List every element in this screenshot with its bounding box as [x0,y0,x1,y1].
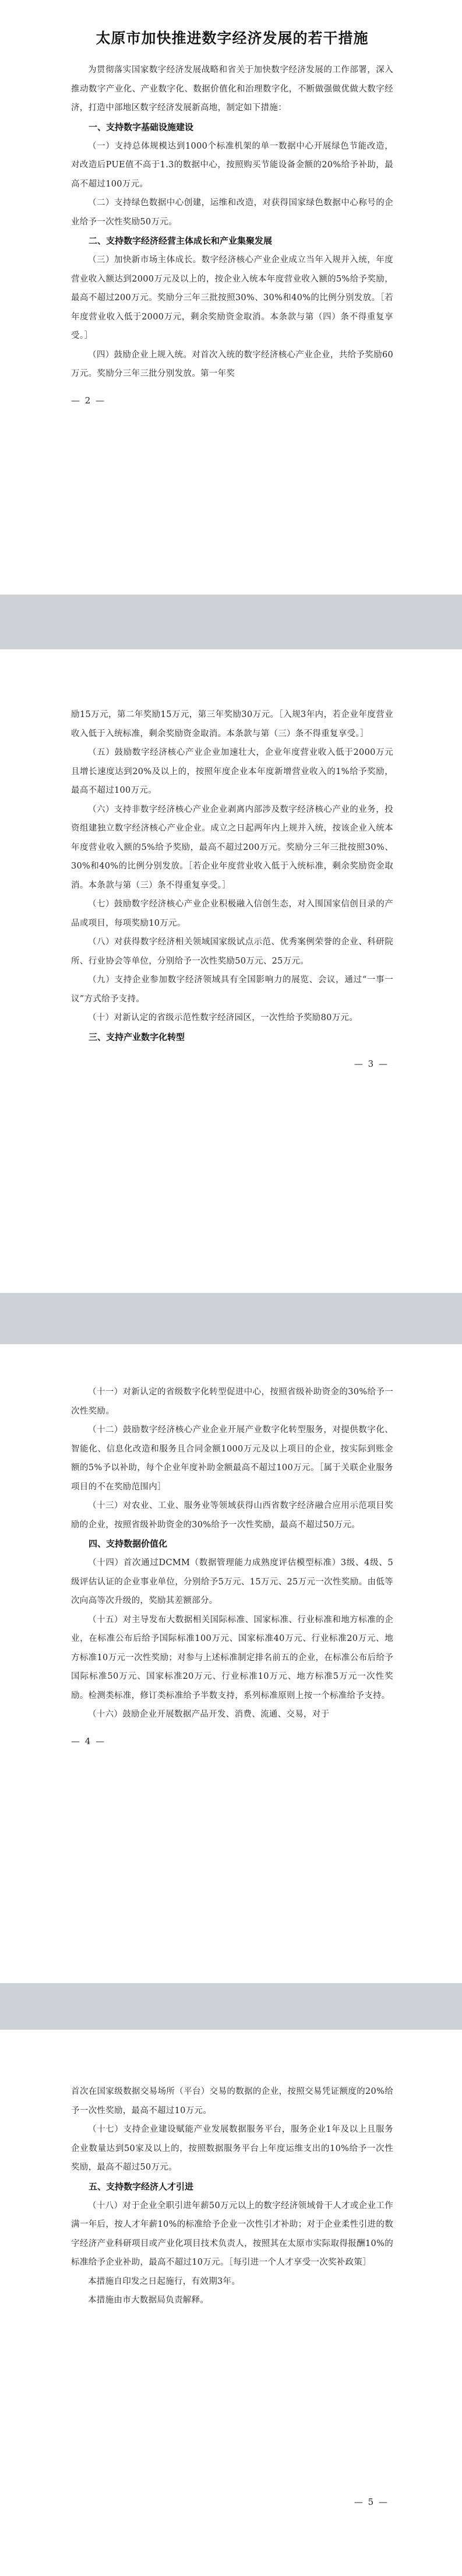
paragraph: （三）加快新市场主体成长。数字经济核心产业企业成立当年入规并入统，年度营业收入额达到2000万元及以上的，按企业入统本年度营业收入额的5%给予奖励，最高不超过200万元。奖励分三年三批按照30%、30%和40%的比例分别发放。［若年度营业收入低于2000万元，剩余奖励资金取消。本条款与第（四）条不得重复享受。］ [71,255,393,340]
section-heading: 一、支持数字基础设施建设 [89,121,194,132]
paragraph: （十六）鼓励企业开展数据产品开发、消费、流通、交易，对于 [88,1710,330,1719]
paragraph: （六）支持非数字经济核心产业企业剥离内部涉及数字经济核心产业的业务，投资组建独立数字经济核心产业企业。成立之日起两年内上规并入统，按该企业入统本年度营业收入额的5%给予奖励，最高不超过200万元。奖励分三年三批按照30%、30%和40%的比例分别发放。［若企业年度营业收入低于入统标准，剩余奖励资金取消。本条款与第（三）条不得重复享受。］ [71,804,393,890]
paragraph: （十七）支持企业建设赋能产业发展数据服务平台，服务企业1年及以上且服务企业数量达到50家及以上的，按照数据服务平台上年度运维支出的10%给予一次性奖励，最高不超过50万元。 [71,2125,393,2172]
paragraph: （十三）对农业、工业、服务业等领域获得山西省数字经济融合应用示范项目奖励的企业，按照省级补助资金的30%给予一次性奖励，最高不超过50万元。 [71,1501,393,1530]
section-heading: 四、支持数据价值化 [89,1538,168,1549]
paragraph: 为贯彻落实国家数字经济发展战略和省关于加快数字经济发展的工作部署，深入推动数字产业化、产业数字化、数据价值化和治理数字化，不断做强做优做大数字经济，打造中部地区数字经济发展新高地，制定如下措施： [71,65,393,113]
page-divider [0,1983,462,2030]
paragraph: （十二）鼓励数字经济核心产业企业开展产业数字化转型服务，对提供数字化、智能化、信息化改造和服务且合同金额1000万元及以上项目的企业，按实际到账金额的5%予以补助，每个企业年度补助金额最高不超过100万元。［属于关联企业服务项目的不在奖励范围内］ [71,1425,393,1492]
page-content [71,2030,393,2511]
section-heading: 五、支持数字经济人才引进 [89,2181,194,2192]
document-page-2 [0,0,462,595]
page-content [71,61,393,409]
paragraph: 本措施自印发之日起施行，有效期3年。 [88,2276,241,2286]
document-title: 太原市加快推进数字经济发展的若干措施 [96,30,369,47]
paragraph: 本措施由市大数据局负责解释。 [88,2296,209,2305]
paragraph: （一）支持总体规模达到1000个标准机架的单一数据中心开展绿色节能改造，对改造后PUE值不高于1.3的数据中心，按照购买节能设备金额的20%给予补助，最高不超过100万元。 [71,141,393,189]
page-number: — 4 — [71,1735,106,1746]
section-heading: 三、支持产业数字化转型 [89,1031,185,1042]
page-divider [0,595,462,649]
document-page-4 [0,1344,462,1983]
section-heading: 二、支持数字经济经营主体成长和产业集聚发展 [89,236,273,246]
paragraph: （十）对新认定的省级示范性数字经济园区，一次性给予奖励80万元。 [88,1013,358,1022]
paragraph: 励15万元，第二年奖励15万元，第三年奖励30万元。［入规3年内，若企业年度营业收入低于入统标准，剩余奖励资金取消。本条款与第（三）条不得重复享受。］ [71,710,393,739]
page-number: — 5 — [354,2496,389,2507]
blank-space [71,2310,393,2485]
page-divider [0,1293,462,1344]
page-content [71,1344,393,1750]
paragraph: （九）支持企业参加数字经济领域具有全国影响力的展览、会议，通过“一事一议”方式给予支持。 [71,975,393,1004]
paragraph: （十四）首次通过DCMM（数据管理能力成熟度评估模型标准）3级、4级、5级评估认证的企业事业单位，分别给予5万元、15万元、25万元一次性奖励。由低等次向高等次升级的，奖励其差额部分。 [71,1558,393,1605]
page-number: — 2 — [71,395,106,406]
page-content [71,649,393,1073]
paragraph: （四）鼓励企业上规入统。对首次入统的数字经济核心产业企业，共给予奖励60万元。奖励分三年三批分别发放。第一年奖 [71,350,393,378]
document-page-5 [0,2030,462,2576]
paragraph: （八）对获得数字经济相关领域国家级试点示范、优秀案例荣誉的企业、科研院所、行业协会等单位，分别给予一次性奖励50万元、25万元。 [71,937,393,966]
paragraph: （十一）对新认定的省级数字化转型促进中心，按照省级补助资金的30%给予一次性奖励。 [71,1387,393,1416]
paragraph: 首次在国家级数据交易场所（平台）交易的数据的企业，按照交易凭证额度的20%给予一次性奖励，最高不超过10万元。 [71,2087,393,2115]
paragraph: （十八）对于企业全职引进年薪50万元以上的数字经济领域骨干人才或企业工作满一年后，按人才年薪10%的标准给予企业一次性引才补助；对于企业柔性引进的数字经济产业科研项目或产业化项目技术负责人，按照其在太原市实际取得报酬10%的标准给予企业补助，最高不超过10万元。［每引进一个人才享受一次奖补政策］ [71,2201,393,2267]
document-page-3 [0,649,462,1293]
page-number: — 3 — [354,1058,389,1069]
paragraph: （十五）对主导发布大数据相关国际标准、国家标准、行业标准和地方标准的企业，在标准公布后给予国际标准100万元、国家标准40万元、行业标准20万元、地方标准10万元一次性奖励；对参与上述标准制定排名前五的企业，在标准公布后给予国际标准50万元、国家标准20万元、行业标准10万元、地方标准5万元一次性奖励。检测类标准，修订类标准给予半数支持，系列标准原则上按一个标准给予支持。 [71,1615,393,1700]
paragraph: （二）支持绿色数据中心创建，运维和改造，对获得国家绿色数据中心称号的企业给予一次性奖励50万元。 [71,198,393,227]
paragraph: （七）鼓励数字经济核心产业企业积极融入信创生态，对入围国家信创目录的产品或项目，每项奖励10万元。 [71,899,393,928]
paragraph: （五）鼓励数字经济核心产业企业加速壮大，企业年度营业收入低于2000万元且增长速度达到20%及以上的，按照年度企业本年度新增营业收入的1%给予奖励，最高不超过100万元。 [71,748,393,795]
